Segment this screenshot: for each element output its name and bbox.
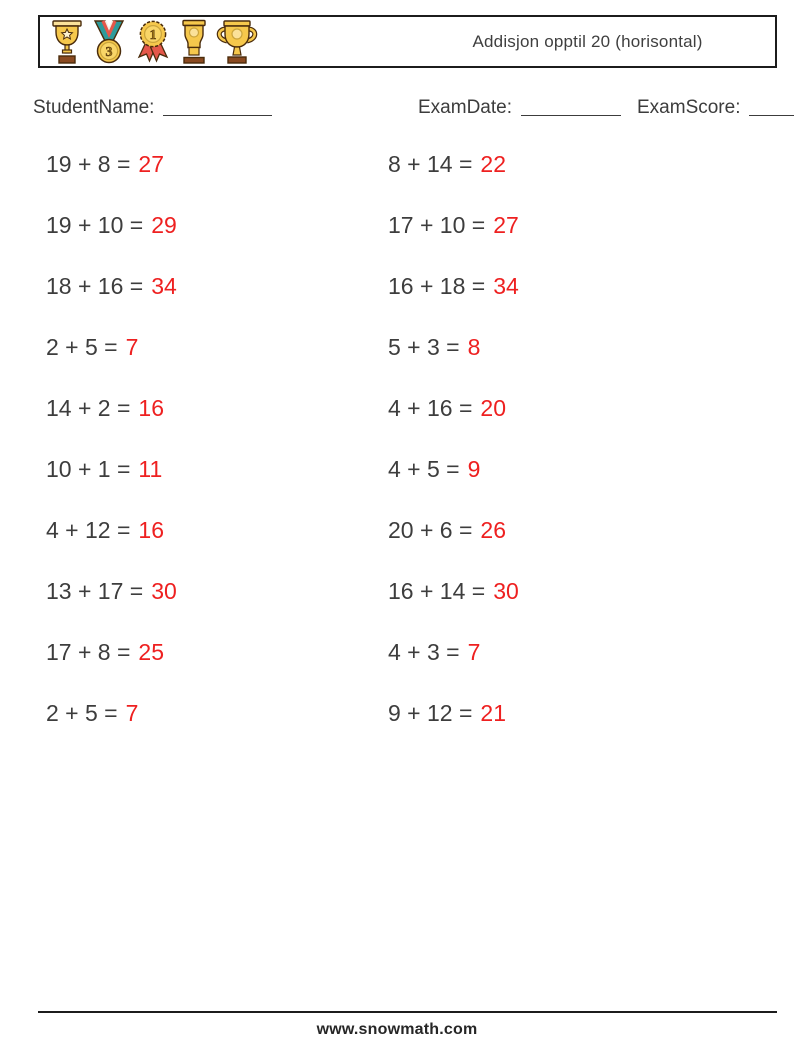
- problem-expression: 19 + 10 =: [46, 212, 144, 238]
- problem-expression: 4 + 12 =: [46, 517, 131, 543]
- problem-expression: 13 + 17 =: [46, 578, 144, 604]
- problem-row: [46, 256, 177, 317]
- problems-column-right: [388, 134, 519, 744]
- student-name-blank: [163, 113, 272, 116]
- exam-date-group: [418, 97, 621, 119]
- header: [38, 15, 777, 68]
- problem-row: [388, 256, 519, 317]
- problem-answer: 16: [138, 395, 165, 421]
- student-info-row: [0, 97, 794, 123]
- problem-answer: 34: [493, 273, 519, 299]
- problem-answer: 11: [138, 456, 163, 482]
- problem-answer: 26: [480, 517, 507, 543]
- problem-answer: 30: [151, 578, 177, 604]
- problem-answer: 29: [151, 212, 177, 238]
- problem-row: [46, 195, 177, 256]
- problem-row: [46, 622, 177, 683]
- problem-expression: 2 + 5 =: [46, 334, 118, 360]
- problem-answer: 20: [480, 395, 507, 421]
- footer-website: www.snowmath.com: [316, 1021, 478, 1038]
- problem-expression: 5 + 3 =: [388, 334, 460, 360]
- rosette-first-place-icon: [133, 19, 173, 65]
- problems-column-left: [46, 134, 177, 744]
- award-icons: [49, 19, 259, 65]
- problem-answer: 30: [493, 578, 519, 604]
- student-name-group: [33, 97, 272, 119]
- problem-answer: 21: [480, 700, 507, 726]
- exam-score-blank: [749, 113, 794, 116]
- problem-answer: 22: [480, 151, 507, 177]
- problem-row: [46, 439, 177, 500]
- medal-bronze-3-icon: [89, 19, 129, 65]
- svg-text:1: 1: [149, 28, 157, 43]
- problem-answer: 25: [138, 639, 165, 665]
- problem-expression: 4 + 16 =: [388, 395, 473, 421]
- problem-row: [388, 378, 519, 439]
- problem-expression: 18 + 16 =: [46, 273, 144, 299]
- exam-date-label: ExamDate:: [418, 97, 512, 118]
- problem-expression: 19 + 8 =: [46, 151, 131, 177]
- problem-expression: 4 + 3 =: [388, 639, 460, 665]
- problem-row: [388, 561, 519, 622]
- footer-divider: [38, 1011, 777, 1013]
- problem-expression: 4 + 5 =: [388, 456, 460, 482]
- problem-row: [388, 622, 519, 683]
- exam-score-group: [637, 97, 794, 119]
- worksheet-title: Addisjon opptil 20 (horisontal): [472, 31, 703, 51]
- problem-answer: 27: [138, 151, 165, 177]
- problem-answer: 7: [125, 334, 139, 360]
- problem-answer: 7: [467, 639, 481, 665]
- problem-answer: 8: [467, 334, 481, 360]
- problem-answer: 7: [125, 700, 139, 726]
- problem-expression: 9 + 12 =: [388, 700, 473, 726]
- problem-answer: 16: [138, 517, 165, 543]
- problem-row: [46, 500, 177, 561]
- goblet-icon: [177, 19, 211, 65]
- problem-expression: 8 + 14 =: [388, 151, 473, 177]
- problem-row: [46, 683, 177, 744]
- problem-expression: 2 + 5 =: [46, 700, 118, 726]
- problem-row: [388, 500, 519, 561]
- problem-expression: 16 + 14 =: [388, 578, 486, 604]
- problem-row: [46, 378, 177, 439]
- problem-row: [388, 439, 519, 500]
- problem-answer: 27: [493, 212, 519, 238]
- exam-date-blank: [521, 113, 621, 116]
- svg-text:3: 3: [105, 45, 113, 60]
- problem-expression: 10 + 1 =: [46, 456, 131, 482]
- problem-row: [388, 683, 519, 744]
- student-name-label: StudentName:: [33, 97, 155, 118]
- trophy-star-icon: [49, 19, 85, 65]
- problem-answer: 9: [467, 456, 481, 482]
- problem-expression: 16 + 18 =: [388, 273, 486, 299]
- problem-row: [388, 134, 519, 195]
- problem-row: [388, 195, 519, 256]
- problem-row: [46, 561, 177, 622]
- problem-row: [388, 317, 519, 378]
- problem-row: [46, 317, 177, 378]
- problem-row: [46, 134, 177, 195]
- exam-score-label: ExamScore:: [637, 97, 741, 118]
- problem-expression: 17 + 10 =: [388, 212, 486, 238]
- problem-expression: 17 + 8 =: [46, 639, 131, 665]
- problem-expression: 20 + 6 =: [388, 517, 473, 543]
- problem-answer: 34: [151, 273, 177, 299]
- trophy-with-handles-icon: [215, 19, 259, 65]
- problem-expression: 14 + 2 =: [46, 395, 131, 421]
